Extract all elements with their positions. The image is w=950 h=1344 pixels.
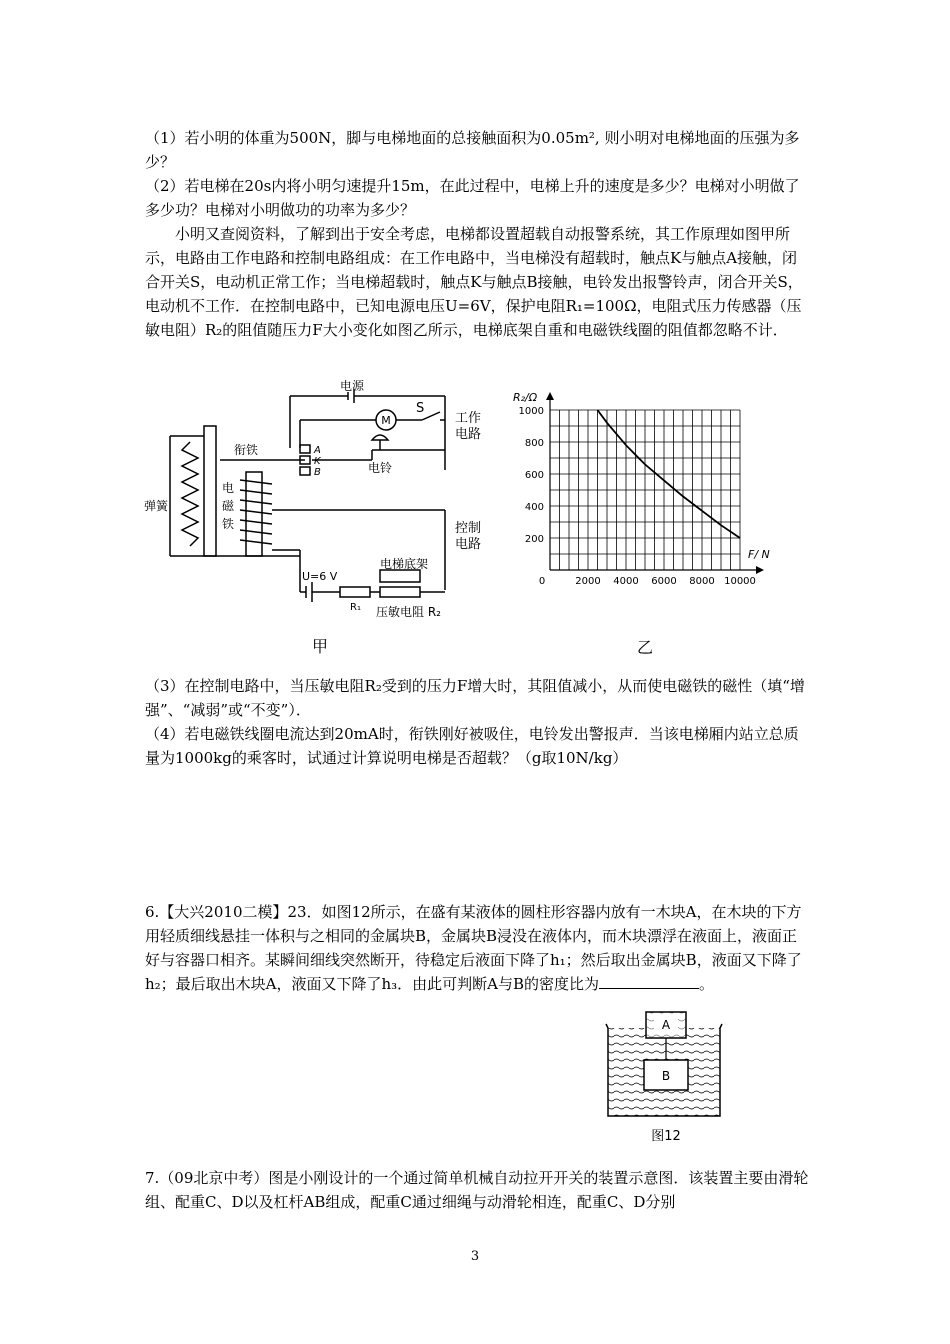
x-tick-label: 2000 [575,576,601,587]
x-tick-label: 4000 [613,576,639,587]
question-6 [145,900,810,996]
figure-jia-circuit [140,380,490,660]
figure-yi-chart [505,385,785,660]
x-axis-arrow [756,566,764,574]
label-point-b: B [314,467,321,478]
figure-12-container [604,1008,724,1148]
label-em-3: 铁 [222,517,235,531]
x-tick-label: 8000 [689,576,715,587]
x-axis-title: F/ N [748,548,770,561]
y-tick-label: 1000 [518,406,544,417]
label-r1: R₁ [350,602,361,613]
question-6-end: 。 [699,975,715,993]
label-control-1: 控制 [455,521,482,536]
label-em-2: 磁 [222,499,235,513]
label-motor: M [381,414,391,427]
label-work-2: 电路 [455,427,482,442]
label-bell: 电铃 [367,461,393,475]
answer-blank[interactable] [599,974,699,989]
question-4: （4）若电磁铁线圈电流达到20mA时，衔铁刚好被吸住，电铃发出警报声．当该电梯厢内站立总质量为1000kg的乘客时，试通过计算说明电梯是否超载？（g取10N/kg） [145,725,799,767]
label-sensor: 压敏电阻 R₂ [376,605,441,619]
question-2: （2）若电梯在20s内将小明匀速提升15m，在此过程中，电梯上升的速度是多少？电梯对小明做了多少功？电梯对小明做功的功率为多少？ [145,177,800,219]
y-tick-label: 400 [524,502,544,513]
intro-paragraph: 小明又查阅资料，了解到出于安全考虑，电梯都设置超载自动报警系统，其工作原理如图甲所示，电路由工作电路和控制电路组成：在工作电路中，当电梯没有超载时，触点K与触点A接触，闭合开关S，电动机正常工作；当电梯超载时，触点K与触点B接触，电铃发出报警铃声，闭合开关S，电动机不工作．在控制电路中，已知电源电压U=6V，保护电阻R₁=100Ω，电阻式压力传感器（压敏电阻）R₂的阻值随压力F大小变化如图乙所示，电梯底架自重和电磁铁线圈的阻值都忽略不计． [145,225,803,339]
y-tick-label: 600 [524,470,544,481]
label-block-a: A [661,1018,671,1032]
y-tick-label: 200 [524,534,544,545]
label-armature: 衔铁 [234,443,259,457]
label-voltage: U=6 V [302,570,338,583]
label-switch: S [416,401,425,416]
y-tick-label: 800 [524,438,544,449]
label-spring: 弹簧 [144,499,169,513]
y-axis-arrow [546,392,554,400]
figure-jia-caption: 甲 [311,637,329,656]
question-7: 7.（09北京中考）图是小刚设计的一个通过简单机械自动拉开开关的装置示意图．该装置主要由滑轮组、配重C、D以及杠杆AB组成，配重C通过细绳与动滑轮相连，配重C、D分别 [145,1169,809,1211]
label-power: 电源 [339,380,365,393]
label-work-1: 工作 [455,411,482,426]
page-number: 3 [470,1249,480,1264]
label-point-a: A [314,445,321,456]
x-tick-label: 10000 [724,576,756,587]
question-1: （1）若小明的体重为500N，脚与电梯地面的总接触面积为0.05m², 则小明对电梯地面的压强为多少？ [145,129,800,171]
figure-12-caption: 图12 [651,1129,681,1144]
label-block-b: B [661,1069,671,1083]
label-point-k: K [314,456,321,467]
label-em-1: 电 [222,481,235,495]
question-3: （3）在控制电路中，当压敏电阻R₂受到的压力F增大时，其阻值减小，从而使电磁铁的磁性（填“增强”、“减弱”或“不变”）． [145,677,805,719]
y-axis-title: R₂/Ω [513,391,538,404]
figure-yi-caption: 乙 [636,638,654,657]
label-control-2: 电路 [455,537,482,552]
question-6-text: 6.【大兴2010二模】23．如图12所示，在盛有某液体的圆柱形容器内放有一木块A，在木块的下方用轻质细线悬挂一体积与之相同的金属块B，金属块B浸没在液体内，而木块漂浮在液面上，液面正好与容器口相齐。某瞬间细线突然断开，待稳定后液面下降了h₁；然后取出金属块B，液面又下降了h₂；最后取出木块A，液面又下降了h₃．由此可判断A与B的密度比为 [145,903,802,993]
x-tick-label: 0 [538,576,546,587]
label-elevator-frame: 电梯底架 [380,557,429,571]
x-tick-label: 6000 [651,576,677,587]
